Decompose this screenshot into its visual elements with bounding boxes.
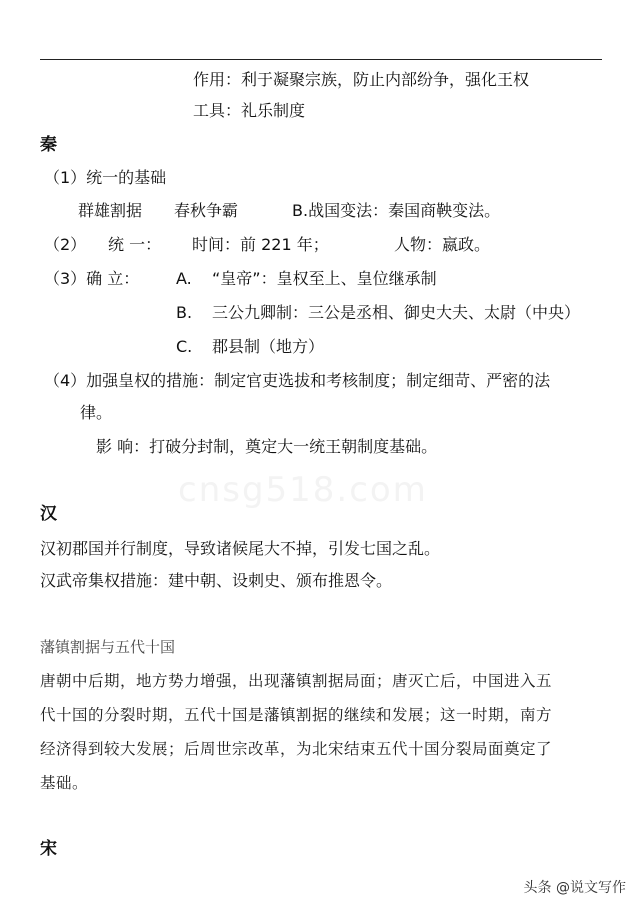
qin-point-3-a-letter: A. xyxy=(176,269,192,288)
qin-point-3-a-text: “皇帝”：皇权至上、皇位继承制 xyxy=(212,269,437,288)
qin-point-3-c-text: 郡县制（地方） xyxy=(212,337,325,356)
qin-point-2-time: 时间：前 221 年； xyxy=(192,235,329,254)
fanzhen-line-4: 基础。 xyxy=(40,774,89,792)
qin-impact: 影 响：打破分封制，奠定大一统王朝制度基础。 xyxy=(96,437,438,456)
section-title-qin: 秦 xyxy=(40,135,57,155)
qin-point-4-line1: （4）加强皇权的措施：制定官吏选拔和考核制度；制定细苛、严密的法 xyxy=(44,371,551,390)
section-title-han: 汉 xyxy=(40,504,57,524)
watermark: cnsg518.com xyxy=(178,470,428,510)
qin-point-1-b: 春秋争霸 xyxy=(174,201,239,220)
fanzhen-line-1: 唐朝中后期，地方势力增强，出现藩镇割据局面；唐灭亡后，中国进入五 xyxy=(40,672,553,690)
qin-point-3-c-letter: C. xyxy=(176,337,193,356)
qin-point-2-person: 人物：嬴政。 xyxy=(394,235,491,254)
gongju-line: 工具：礼乐制度 xyxy=(193,101,306,120)
qin-point-2-word: 统 一： xyxy=(108,235,162,254)
qin-point-1-a: 群雄割据 xyxy=(78,201,143,220)
qin-point-2-label: （2） xyxy=(44,235,87,254)
fanzhen-line-2: 代十国的分裂时期，五代十国是藩镇割据的继续和发展；这一时期，南方 xyxy=(40,706,553,724)
qin-point-1-c: B.战国变法：秦国商鞅变法。 xyxy=(292,201,501,220)
footer-credit: 头条 @说文写作 xyxy=(523,880,626,896)
section-title-song: 宋 xyxy=(40,839,57,859)
qin-point-3-b-text: 三公九卿制：三公是丞相、御史大夫、太尉（中央） xyxy=(212,303,581,322)
fanzhen-line-3: 经济得到较大发展；后周世宗改革，为北宋结束五代十国分裂局面奠定了 xyxy=(40,740,553,758)
han-line-2: 汉武帝集权措施：建中朝、设刺史、颁布推恩令。 xyxy=(40,571,393,590)
qin-point-4-line2: 律。 xyxy=(80,403,113,422)
qin-point-3-label: （3）确 立： xyxy=(44,269,140,288)
qin-point-1: （1）统一的基础 xyxy=(44,168,167,187)
section-title-fanzhen: 藩镇割据与五代十国 xyxy=(40,638,176,656)
qin-point-3-b-letter: B. xyxy=(176,303,193,322)
zuoyong-line: 作用：利于凝聚宗族，防止内部纷争，强化王权 xyxy=(193,70,530,89)
han-line-1: 汉初郡国并行制度，导致诸候尾大不掉，引发七国之乱。 xyxy=(40,539,441,558)
header-rule xyxy=(40,59,602,60)
